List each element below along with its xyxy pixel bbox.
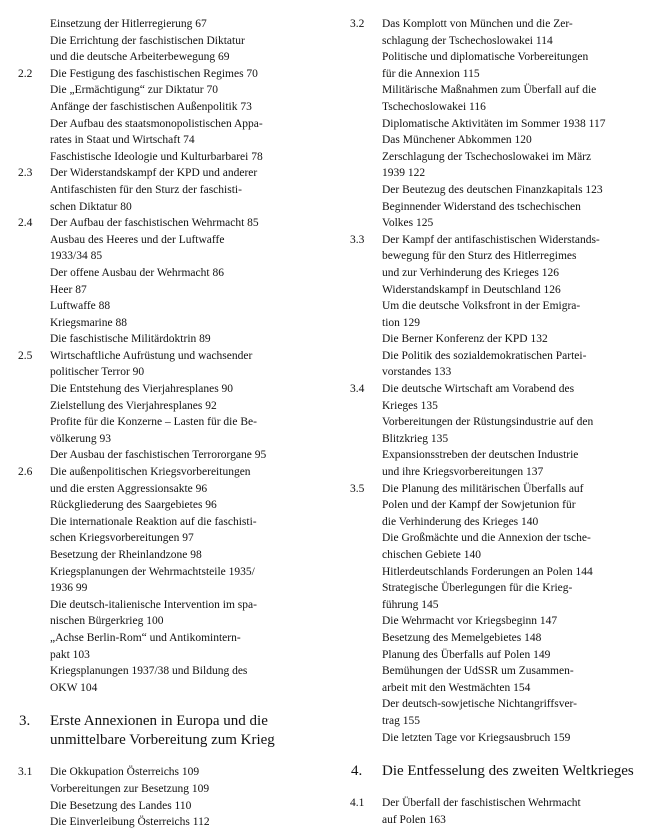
toc-entry-line: Die Errichtung der faschistischen Diktatur: [50, 34, 245, 47]
toc-entry-line: und die ersten Aggressionsakte 96: [50, 482, 208, 495]
toc-entry-line: Der Widerstandskampf der KPD und anderer: [50, 167, 258, 180]
toc-entry-line: Planung des Überfalls auf Polen 149: [382, 648, 551, 661]
toc-entry-line: trag 155: [382, 714, 421, 727]
toc-entry-line: Kriegsmarine 88: [50, 316, 127, 329]
toc-entry-line: Wirtschaftliche Aufrüstung und wachsender: [50, 349, 253, 362]
section-number: 3.4: [350, 383, 365, 396]
toc-entry-line: Hitlerdeutschlands Forderungen an Polen 144: [382, 565, 593, 578]
toc-section-3-3: [348, 232, 652, 381]
toc-entry-line: Die Wehrmacht vor Kriegsbeginn 147: [382, 615, 558, 628]
section-number: 2.3: [18, 167, 33, 180]
toc-entry-line: Antifaschisten für den Sturz der faschisti-: [50, 183, 242, 196]
toc-entry-line: Das Komplott von München und die Zer-: [382, 18, 573, 30]
toc-section-2-3: [16, 165, 316, 215]
toc-entry-line: Vorbereitungen zur Besetzung 109: [50, 782, 210, 795]
toc-entry-line: Kriegsplanungen 1937/38 und Bildung des: [50, 665, 248, 678]
toc-entry-line: politischer Terror 90: [50, 366, 145, 379]
toc-entry-line: die Verhinderung des Krieges 140: [382, 515, 539, 528]
toc-entry-line: Der Aufbau des staatsmonopolistischen Appa-: [50, 117, 263, 130]
toc-entry-line: Tschechoslowakei 116: [382, 100, 486, 113]
toc-entry-line: Expansionsstreben der deutschen Industrie: [382, 449, 579, 462]
toc-entry-line: Rückgliederung des Saargebietes 96: [50, 499, 217, 512]
toc-entry-line: pakt 103: [50, 648, 90, 661]
toc-entry-line: Zerschlagung der Tschechoslowakei im März: [382, 150, 592, 163]
toc-entry-line: Die Entstehung des Vierjahresplanes 90: [50, 383, 234, 396]
toc-entry-line: Kriegsplanungen der Wehrmachtsteile 1935/: [50, 565, 255, 578]
toc-entry-line: Die Planung des militärischen Überfalls auf: [382, 482, 584, 495]
toc-entry-line: Der Beutezug des deutschen Finanzkapitals 123: [382, 183, 603, 196]
toc-entry-line: völkerung 93: [50, 432, 112, 445]
toc-entry-line: Zielstellung des Vierjahresplanes 92: [50, 399, 217, 412]
chapter-heading-3: [16, 712, 316, 750]
toc-entry-line: Einsetzung der Hitlerregierung 67: [50, 18, 207, 30]
toc-section-3-2: [348, 16, 652, 232]
section-number: 3.2: [350, 18, 365, 30]
toc-entry-line: Der Ausbau der faschistischen Terrororgane 95: [50, 449, 267, 462]
toc-entry-line: Militärische Maßnahmen zum Überfall auf die: [382, 84, 597, 97]
toc-entry-line: Die Politik des sozialdemokratischen Partei-: [382, 349, 587, 362]
toc-top-entries: [16, 16, 316, 66]
toc-entry-line: 1933/34 85: [50, 250, 103, 263]
toc-section-2-4: [16, 215, 316, 348]
toc-entry-line: Politische und diplomatische Vorbereitungen: [382, 51, 589, 64]
toc-entry-line: „Achse Berlin-Rom“ und Antikomintern-: [50, 631, 241, 644]
toc-entry-line: 1939 122: [382, 167, 426, 180]
toc-section-3-5: [348, 481, 652, 747]
toc-entry-line: Die deutsche Wirtschaft am Vorabend des: [382, 383, 575, 396]
toc-entry-line: und die deutsche Arbeiterbewegung 69: [50, 51, 230, 64]
toc-entry-line: auf Polen 163: [382, 813, 446, 826]
section-number: 2.4: [18, 217, 33, 230]
section-number: 2.5: [18, 349, 33, 362]
toc-entry-line: Der deutsch-sowjetische Nichtangriffsver-: [382, 698, 577, 711]
toc-entry-line: rates in Staat und Wirtschaft 74: [50, 134, 195, 147]
toc-entry-line: Die „Ermächtigung“ zur Diktatur 70: [50, 84, 218, 97]
toc-entry-line: Die Entfesselung des zweiten Weltkrieges: [382, 763, 634, 780]
toc-entry-line: Um die deutsche Volksfront in der Emigra-: [382, 300, 581, 313]
toc-section-2-5: [16, 348, 316, 464]
toc-entry-line: Widerstandskampf in Deutschland 126: [382, 283, 561, 296]
toc-section-2-6: [16, 464, 316, 696]
toc-entry-line: Die letzten Tage vor Kriegsausbruch 159: [382, 731, 571, 744]
toc-entry-line: Blitzkrieg 135: [382, 432, 449, 445]
toc-entry-line: Die Berner Konferenz der KPD 132: [382, 333, 548, 346]
toc-entry-line: bewegung für den Sturz des Hitlerregimes: [382, 250, 577, 263]
toc-entry-line: nischen Bürgerkrieg 100: [50, 615, 164, 628]
toc-entry-line: Strategische Überlegungen für die Krieg-: [382, 582, 573, 595]
toc-entry-line: Die Besetzung des Landes 110: [50, 799, 192, 812]
toc-right-sections: [348, 16, 652, 746]
toc-entry-line: Besetzung des Memelgebietes 148: [382, 631, 542, 644]
toc-entry-line: OKW 104: [50, 681, 98, 694]
toc-entry-line: Der offene Ausbau der Wehrmacht 86: [50, 266, 224, 279]
toc-left-column: [16, 16, 316, 831]
toc-entry-line: Diplomatische Aktivitäten im Sommer 1938 117: [382, 117, 606, 130]
toc-section-3-4: [348, 381, 652, 481]
chapter-heading-4: [348, 762, 652, 781]
toc-entry-line: Die Okkupation Österreichs 109: [50, 766, 200, 779]
toc-right-column: [348, 16, 652, 828]
chapter-number: 3.: [19, 713, 31, 730]
toc-entry-line: Bemühungen der UdSSR um Zusammen-: [382, 665, 574, 678]
toc-entry-line: Besetzung der Rheinlandzone 98: [50, 549, 202, 561]
section-number: 2.6: [18, 466, 33, 479]
toc-left-sections: [16, 66, 316, 697]
toc-entry-line: schlagung der Tschechoslowakei 114: [382, 34, 553, 47]
toc-entry-line: Der Überfall der faschistischen Wehrmacht: [382, 797, 581, 810]
toc-entry-line: Luftwaffe 88: [50, 300, 111, 313]
toc-entry-line: Beginnender Widerstand des tschechischen: [382, 200, 581, 213]
toc-entry-line: Der Aufbau der faschistischen Wehrmacht 85: [50, 217, 259, 230]
section-number: 3.1: [18, 766, 33, 779]
toc-entry-line: Faschistische Ideologie und Kulturbarbarei 78: [50, 150, 263, 163]
toc-entry-line: Krieges 135: [382, 399, 438, 412]
toc-entry-line: Die faschistische Militärdoktrin 89: [50, 333, 211, 346]
toc-entry-line: Polen und der Kampf der Sowjetunion für: [382, 499, 576, 512]
toc-entry-line: Die Festigung des faschistischen Regimes 70: [50, 67, 258, 80]
toc-entry-line: Profite für die Konzerne – Lasten für die Be-: [50, 416, 257, 429]
toc-section-2-2: [16, 66, 316, 166]
toc-entry-line: Anfänge der faschistischen Außenpolitik 73: [50, 100, 252, 113]
toc-entry-line: vorstandes 133: [382, 366, 452, 379]
toc-entry-line: Die außenpolitischen Kriegsvorbereitungen: [50, 466, 251, 479]
toc-section-3-1: [16, 764, 316, 830]
toc-entry-line: Ausbau des Heeres und der Luftwaffe: [50, 233, 225, 246]
section-number: 3.5: [350, 482, 365, 495]
toc-entry-line: schen Diktatur 80: [50, 200, 132, 213]
toc-entry-line: chischen Gebiete 140: [382, 549, 481, 561]
toc-entry-line: und zur Verhinderung des Krieges 126: [382, 266, 560, 279]
section-number: 2.2: [18, 67, 33, 80]
toc-entry-line: Erste Annexionen in Europa und die: [50, 713, 268, 730]
toc-entry-line: schen Kriegsvorbereitungen 97: [50, 532, 194, 545]
toc-entry-line: Heer 87: [50, 283, 87, 296]
toc-entry-line: tion 129: [382, 316, 421, 329]
toc-entry-line: Der Kampf der antifaschistischen Widerstands-: [382, 233, 600, 246]
toc-entry-line: arbeit mit den Westmächten 154: [382, 681, 531, 694]
toc-entry-line: Volkes 125: [382, 217, 434, 230]
toc-entry-line: Das Münchener Abkommen 120: [382, 134, 532, 147]
toc-entry-line: Die internationale Reaktion auf die faschisti-: [50, 515, 257, 528]
toc-entry-line: Vorbereitungen der Rüstungsindustrie auf den: [382, 416, 594, 429]
toc-entry-line: Die Einverleibung Österreichs 112: [50, 816, 210, 829]
toc-section-4-1: [348, 795, 652, 828]
toc-entry-line: 1936 99: [50, 582, 88, 595]
toc-entry-line: Die deutsch-italienische Intervention im spa-: [50, 598, 257, 611]
toc-entry-line: und ihre Kriegsvorbereitungen 137: [382, 466, 544, 479]
toc-entry-line: unmittelbare Vorbereitung zum Krieg: [50, 732, 275, 749]
section-number: 4.1: [350, 797, 365, 810]
chapter-number: 4.: [351, 763, 363, 780]
toc-entry-line: Die Großmächte und die Annexion der tsche-: [382, 532, 591, 545]
toc-entry-line: für die Annexion 115: [382, 67, 480, 80]
section-number: 3.3: [350, 233, 365, 246]
toc-entry-line: führung 145: [382, 598, 439, 611]
